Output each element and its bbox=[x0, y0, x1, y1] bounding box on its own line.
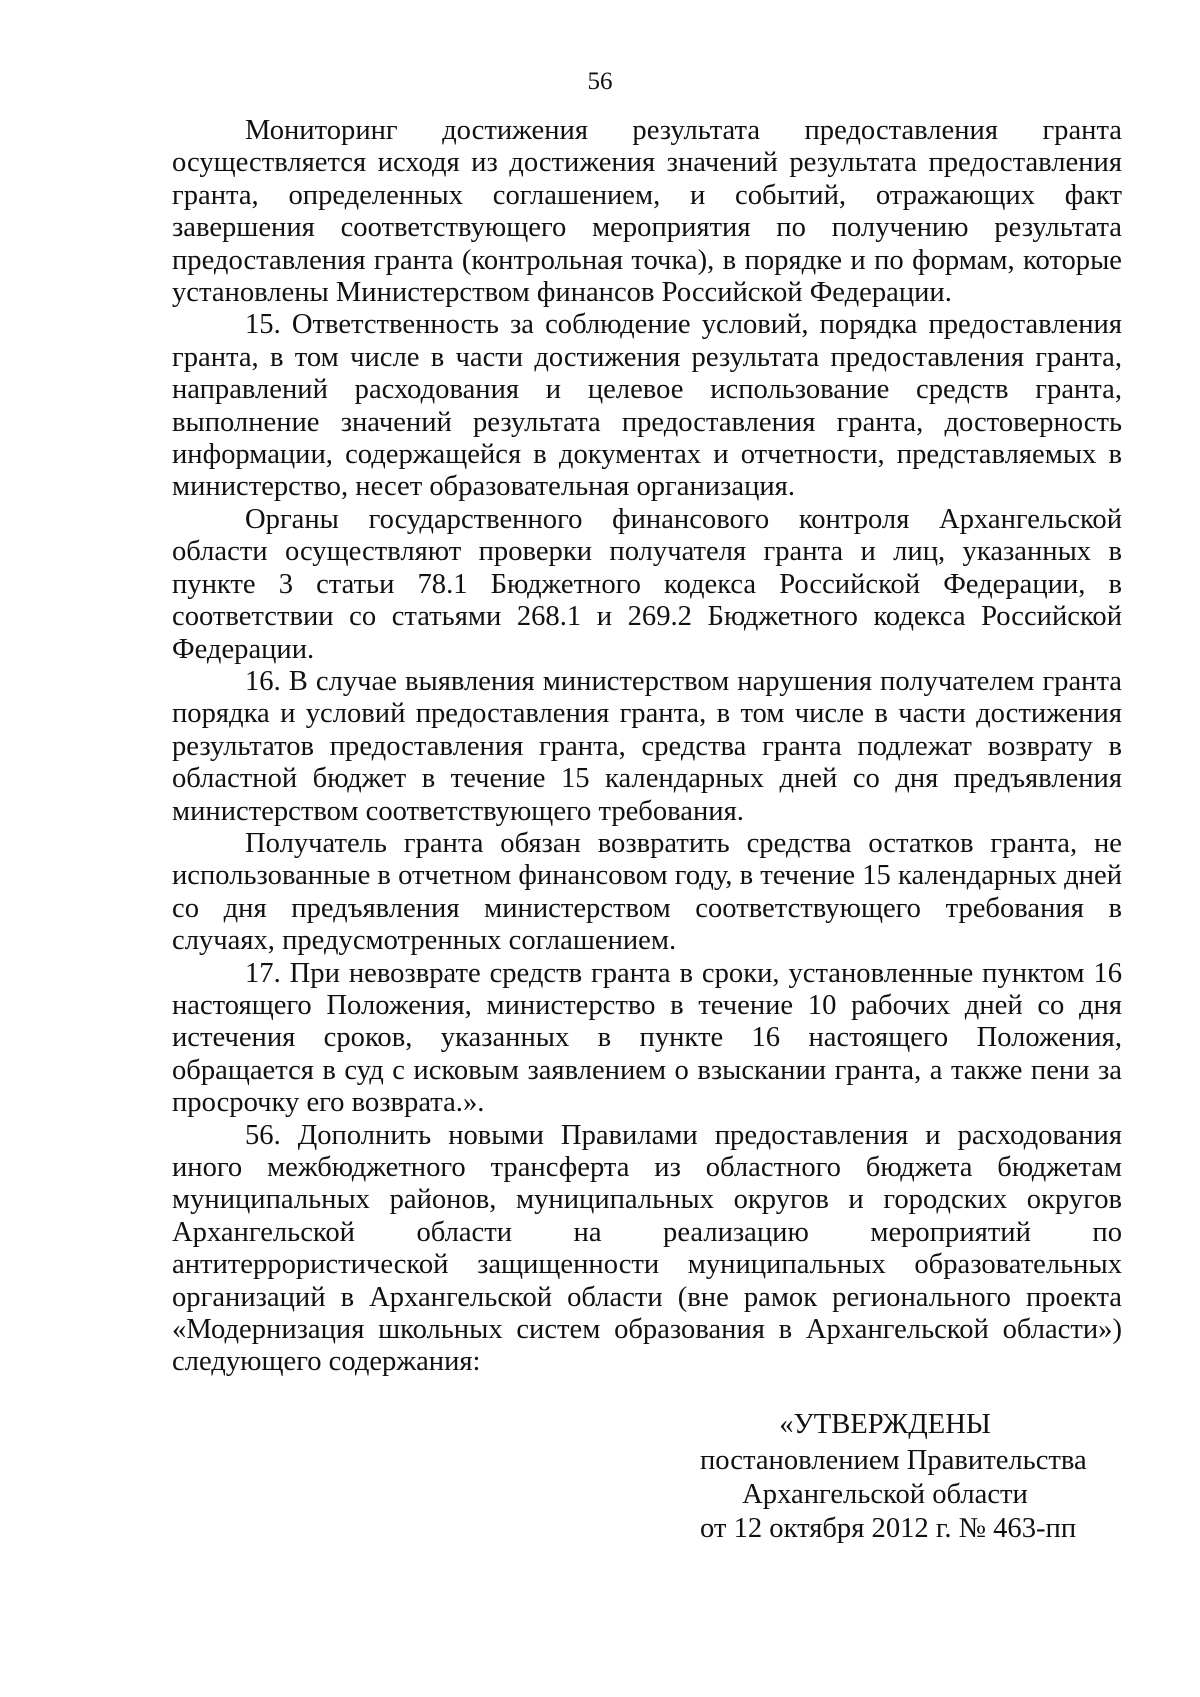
approval-heading: «УТВЕРЖДЕНЫ bbox=[779, 1409, 991, 1440]
document-body bbox=[172, 115, 1122, 1379]
paragraph-monitoring: Мониторинг достижения результата предоставления гранта осуществляется исходя из достижения значений результата предоставления гранта, определенных соглашением, и событий, отражающих факт завершения соответствующего мероприятия по получению результата предоставления гранта (контрольная точка), в порядке и по формам, которые установлены Министерством финансов Российской Федерации. bbox=[172, 115, 1122, 309]
approval-line-date: от 12 октября 2012 г. № 463-пп bbox=[700, 1513, 1077, 1544]
approval-line-resolution: постановлением Правительства bbox=[700, 1445, 1087, 1476]
paragraph-17-court: 17. При невозврате средств гранта в сроки, установленные пунктом 16 настоящего Положения, министерство в течение 10 рабочих дней со дня истечения сроков, указанных в пункте 16 настоящего Положения, обращается в суд с исковым заявлением о взыскании гранта, а также пени за просрочку его возврата.». bbox=[172, 957, 1122, 1119]
approval-block bbox=[700, 1408, 1087, 1546]
paragraph-16-violation: 16. В случае выявления министерством нарушения получателем гранта порядка и условий предоставления гранта, в том числе в части достижения результатов предоставления гранта, средства гранта подлежат возврату в областной бюджет в течение 15 календарных дней со дня предъявления министерством соответствующего требования. bbox=[172, 665, 1122, 827]
paragraph-financial-control: Органы государственного финансового контроля Архангельской области осуществляют проверки получателя гранта и лиц, указанных в пункте 3 статьи 78.1 Бюджетного кодекса Российской Федерации, в соответствии со статьями 268.1 и 269.2 Бюджетного кодекса Российской Федерации. bbox=[172, 503, 1122, 665]
paragraph-56-new-rules: 56. Дополнить новыми Правилами предоставления и расходования иного межбюджетного трансферта из областного бюджета бюджетам муниципальных районов, муниципальных округов и городских округов Архангельской области на реализацию мероприятий по антитеррористической защищенности муниципальных образовательных организаций в Архангельской области (вне рамок регионального проекта «Модернизация школьных систем образования в Архангельской области») следующего содержания: bbox=[172, 1119, 1122, 1378]
paragraph-15-responsibility: 15. Ответственность за соблюдение условий, порядка предоставления гранта, в том числе в части достижения результата предоставления гранта, направлений расходования и целевое использование средств гранта, выполнение значений результата предоставления гранта, достоверность информации, содержащейся в документах и отчетности, представляемых в министерство, несет образовательная организация. bbox=[172, 309, 1122, 503]
approval-line-region: Архангельской области bbox=[742, 1479, 1028, 1510]
paragraph-grant-return: Получатель гранта обязан возвратить средства остатков гранта, не использованные в отчетном финансовом году, в течение 15 календарных дней со дня предъявления министерством соответствующего требования в случаях, предусмотренных соглашением. bbox=[172, 827, 1122, 957]
page-number: 56 bbox=[587, 68, 613, 95]
